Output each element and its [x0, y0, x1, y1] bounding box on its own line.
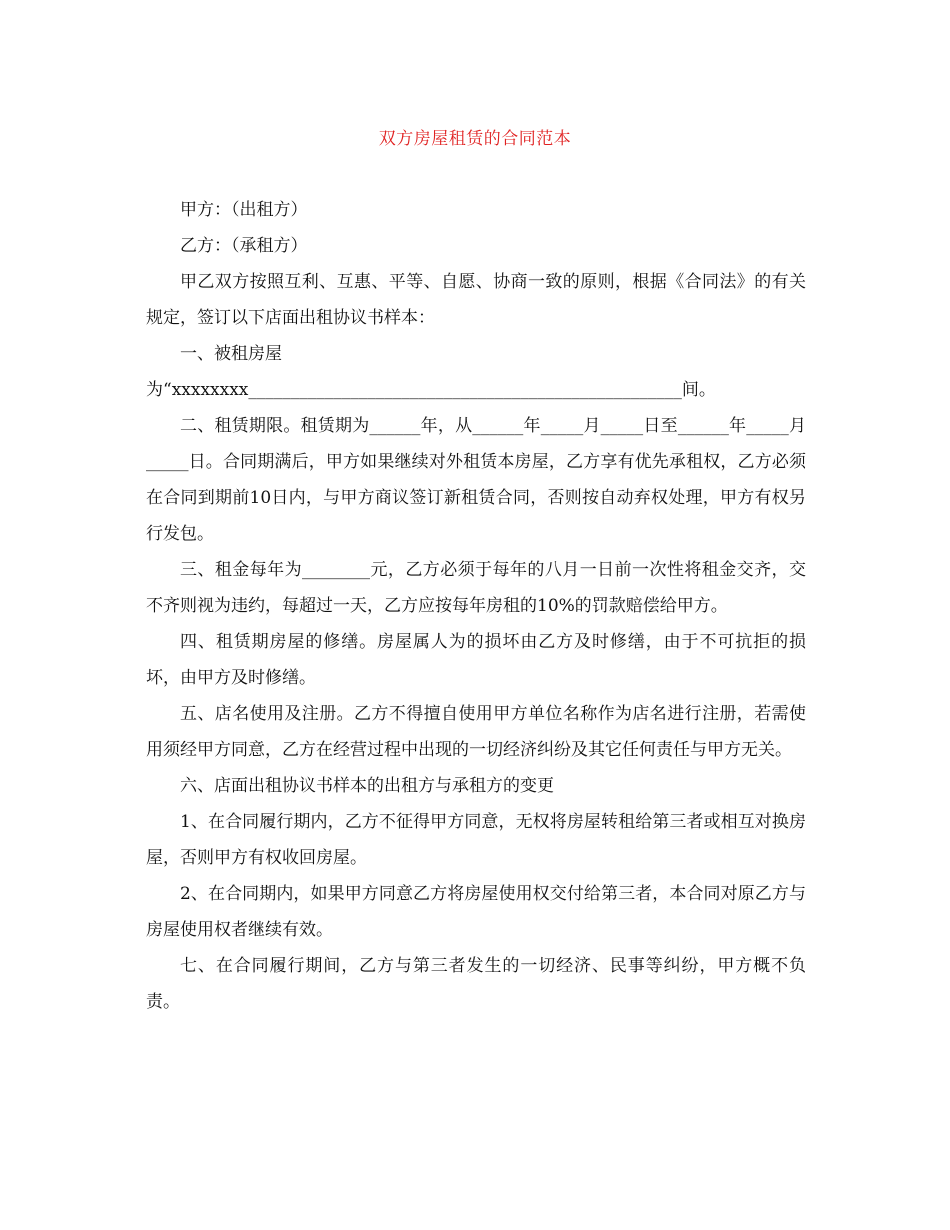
section-6-item-2: 2、在合同期内，如果甲方同意乙方将房屋使用权交付给第三者，本合同对原乙方与房屋使用权者继续有效。 [146, 884, 806, 940]
party-b-line: 乙方：（承租方） [180, 236, 308, 256]
section-1-premises-line: 为“xxxxxxxx___________________________________________________间。 [146, 380, 716, 400]
section-1-heading: 一、被租房屋 [180, 344, 282, 364]
section-3-rent: 三、租金每年为________元，乙方必须于每年的八月一日前一次性将租金交齐，交不齐则视为违约，每超过一天，乙方应按每年房租的10%的罚款赔偿给甲方。 [146, 560, 806, 616]
section-4-repairs: 四、租赁期房屋的修缮。房屋属人为的损坏由乙方及时修缮，由于不可抗拒的损坏，由甲方及时修缮。 [146, 632, 806, 688]
section-5-store-name: 五、店名使用及注册。乙方不得擅自使用甲方单位名称作为店名进行注册，若需使用须经甲方同意，乙方在经营过程中出现的一切经济纠纷及其它任何责任与甲方无关。 [146, 704, 806, 760]
section-6-item-1: 1、在合同履行期内，乙方不征得甲方同意，无权将房屋转租给第三者或相互对换房屋，否则甲方有权收回房屋。 [146, 812, 806, 868]
section-2-lease-term: 二、租赁期限。租赁期为______年，从______年_____月_____日至______年_____月_____日。合同期满后，甲方如果继续对外租赁本房屋，乙方享有优先承租权，乙方必须在合同到期前10日内，与甲方商议签订新租赁合同，否则按自动弃权处理，甲方有权另行发包。 [146, 416, 806, 544]
section-6-heading: 六、店面出租协议书样本的出租方与承租方的变更 [180, 776, 554, 796]
document-title: 双方房屋租赁的合同范本 [378, 129, 572, 149]
document-body [146, 192, 806, 1020]
section-7-disputes: 七、在合同履行期间，乙方与第三者发生的一切经济、民事等纠纷，甲方概不负责。 [146, 956, 806, 1012]
party-a-line: 甲方：（出租方） [180, 200, 308, 220]
preamble-paragraph: 甲乙双方按照互利、互惠、平等、自愿、协商一致的原则，根据《合同法》的有关规定，签订以下店面出租协议书样本： [146, 272, 806, 328]
